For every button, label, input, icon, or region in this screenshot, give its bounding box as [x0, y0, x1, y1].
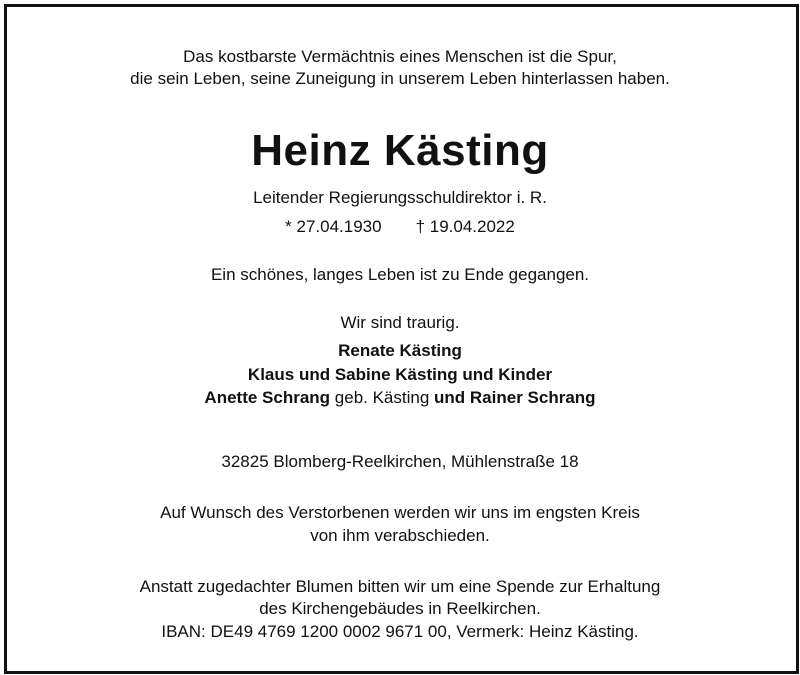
mourner-line-1: Renate Kästing [338, 341, 462, 360]
mourners-intro: Wir sind traurig. [340, 313, 460, 332]
donation-line-3: IBAN: DE49 4769 1200 0002 9671 00, Vermerk: Heinz Kästing. [161, 622, 639, 641]
deceased-name: Heinz Kästing [251, 126, 549, 175]
birth-date: * 27.04.1930 [285, 217, 382, 236]
address-text: 32825 Blomberg-Reelkirchen, Mühlenstraße 18 [221, 452, 579, 471]
mourner-name-rainer: und Rainer Schrang [434, 388, 596, 407]
mourner-line-2: Klaus und Sabine Kästing und Kinder [247, 365, 553, 384]
deceased-title: Leitender Regierungsschuldirektor i. R. [253, 188, 547, 207]
mourner-line-3 [0, 387, 800, 409]
donation-line-2: des Kirchengebäudes in Reelkirchen. [259, 599, 541, 618]
obituary-border [4, 4, 799, 674]
mourner-name-anette: Anette Schrang [204, 388, 331, 407]
death-date: † 19.04.2022 [415, 217, 515, 236]
mourner-maiden-name: geb. Kästing [330, 388, 435, 407]
farewell-line-1: Auf Wunsch des Verstorbenen werden wir uns im engsten Kreis [160, 503, 640, 522]
donation-line-1: Anstatt zugedachter Blumen bitten wir um eine Spende zur Erhaltung [139, 577, 661, 596]
quote-line-2: die sein Leben, seine Zuneigung in unserem Leben hinterlassen haben. [130, 69, 670, 88]
farewell-line-2: von ihm verabschieden. [310, 526, 490, 545]
life-dates [0, 216, 800, 238]
statement-text: Ein schönes, langes Leben ist zu Ende gegangen. [210, 265, 590, 284]
quote-line-1: Das kostbarste Vermächtnis eines Menschen ist die Spur, [183, 47, 617, 66]
